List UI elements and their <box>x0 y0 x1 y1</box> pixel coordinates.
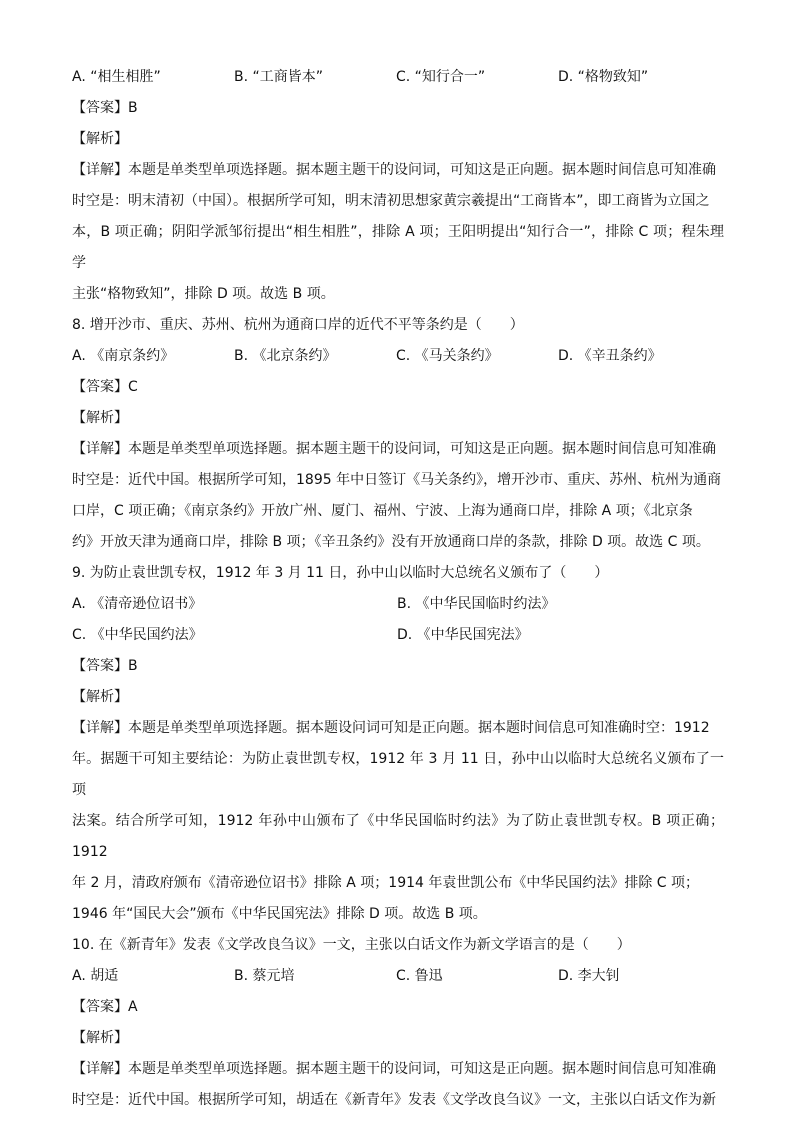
q7-answer: 【答案】B <box>72 100 138 116</box>
q8-detail-line: 约》开放天津为通商口岸，排除 B 项；《辛丑条约》没有开放通商口岸的条款，排除 D 项。故选 C 项。 <box>72 534 710 550</box>
q7-option-d: D. “格物致知” <box>558 69 649 85</box>
q8-answer: 【答案】C <box>72 379 138 395</box>
q10-detail-line: 时空是：近代中国。根据所学可知，胡适在《新青年》发表《文学改良刍议》一文，主张以白话文作为新 <box>72 1092 716 1108</box>
q9-detail-line: 年。据题干可知主要结论：为防止袁世凯专权，1912 年 3 月 11 日，孙中山以临时大总统名义颁布了一项 <box>72 751 724 798</box>
q7-detail-line: 时空是：明末清初（中国）。根据所学可知，明末清初思想家黄宗羲提出“工商皆本”，即工商皆为立国之 <box>72 193 710 209</box>
q8-option-c: C. 《马关条约》 <box>396 348 499 364</box>
q7-options <box>72 62 724 93</box>
q8-detail-line: 【详解】本题是单类型单项选择题。据本题主题干的设问词，可知这是正向题。据本题时间信息可知准确 <box>72 441 716 457</box>
q9-options-row-1 <box>72 589 724 620</box>
q9-detail <box>72 713 724 930</box>
q7-detail-line: 主张“格物致知”，排除 D 项。故选 B 项。 <box>72 286 335 302</box>
q9-detail-line: 年 2 月，清政府颁布《清帝逊位诏书》排除 A 项；1914 年袁世凯公布《中华民国约法》排除 C 项； <box>72 875 700 891</box>
q9-option-d: D. 《中华民国宪法》 <box>397 627 529 643</box>
q7-detail-line: 【详解】本题是单类型单项选择题。据本题主题干的设问词，可知这是正向题。据本题时间信息可知准确 <box>72 162 716 178</box>
q7-analysis-label: 【解析】 <box>72 131 128 147</box>
q9-analysis-label: 【解析】 <box>72 689 128 705</box>
q7-option-b: B. “工商皆本” <box>234 69 324 85</box>
q10-option-b: B. 蔡元培 <box>234 968 295 984</box>
q9-stem: 9. 为防止袁世凯专权，1912 年 3 月 11 日，孙中山以临时大总统名义颁布了（ ） <box>72 565 609 581</box>
q8-option-b: B. 《北京条约》 <box>234 348 337 364</box>
q7-detail-line: 本，B 项正确；阴阳学派邹衍提出“相生相胜”，排除 A 项；王阳明提出“知行合一”，排除 C 项；程朱理学 <box>72 224 724 271</box>
q7-detail <box>72 155 724 310</box>
q10-detail <box>72 1054 724 1116</box>
q8-option-d: D. 《辛丑条约》 <box>558 348 662 364</box>
q9-detail-line: 法案。结合所学可知，1912 年孙中山颁布了《中华民国临时约法》为了防止袁世凯专权。B 项正确；1912 <box>72 813 724 860</box>
q10-options <box>72 961 724 992</box>
q10-option-c: C. 鲁迅 <box>396 968 443 984</box>
q9-detail-line: 【详解】本题是单类型单项选择题。据本题设问词可知是正向题。据本题时间信息可知准确时空：1912 <box>72 720 710 736</box>
q9-detail-line: 1946 年“国民大会”颁布《中华民国宪法》排除 D 项。故选 B 项。 <box>72 906 487 922</box>
q8-option-a: A. 《南京条约》 <box>72 348 175 364</box>
q10-analysis-label: 【解析】 <box>72 1030 128 1046</box>
q10-option-d: D. 李大钊 <box>558 968 620 984</box>
q8-options <box>72 341 724 372</box>
q10-option-a: A. 胡适 <box>72 968 119 984</box>
q9-option-b: B. 《中华民国临时约法》 <box>397 596 556 612</box>
document-content <box>72 62 724 1116</box>
q8-detail-line: 口岸，C 项正确；《南京条约》开放广州、厦门、福州、宁波、上海为通商口岸，排除 A 项；《北京条 <box>72 503 693 519</box>
q8-stem: 8. 增开沙市、重庆、苏州、杭州为通商口岸的近代不平等条约是（ ） <box>72 317 524 333</box>
q8-analysis-label: 【解析】 <box>72 410 128 426</box>
q9-options-row-2 <box>72 620 724 651</box>
q10-detail-line: 【详解】本题是单类型单项选择题。据本题主题干的设问词，可知这是正向题。据本题时间信息可知准确 <box>72 1061 716 1077</box>
q9-option-c: C. 《中华民国约法》 <box>72 627 203 643</box>
q10-answer: 【答案】A <box>72 999 138 1015</box>
q9-option-a: A. 《清帝逊位诏书》 <box>72 596 203 612</box>
q7-option-a: A. “相生相胜” <box>72 69 161 85</box>
q8-detail-line: 时空是：近代中国。根据所学可知，1895 年中日签订《马关条约》，增开沙市、重庆、苏州、杭州为通商 <box>72 472 722 488</box>
q9-answer: 【答案】B <box>72 658 138 674</box>
q10-stem: 10. 在《新青年》发表《文学改良刍议》一文，主张以白话文作为新文学语言的是（ ） <box>72 937 631 953</box>
q7-option-c: C. “知行合一” <box>396 69 486 85</box>
q8-detail <box>72 434 724 558</box>
